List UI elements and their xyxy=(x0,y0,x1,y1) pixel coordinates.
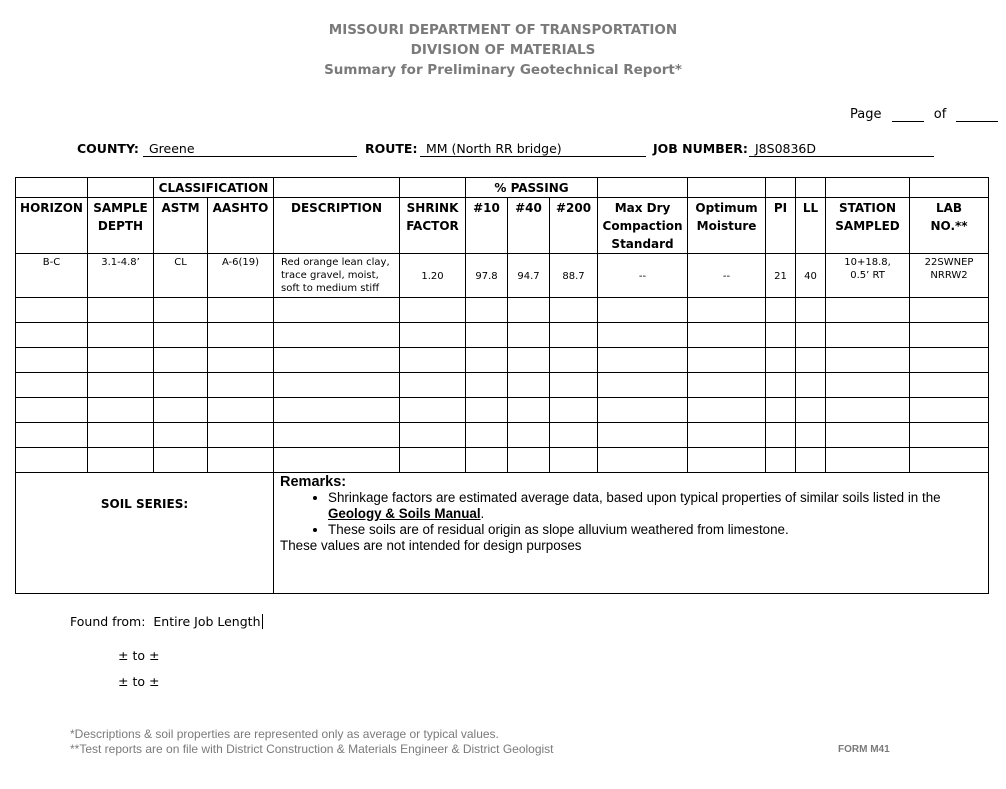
table-row xyxy=(16,373,989,398)
remarks-item: • These soils are of residual origin as slope alluvium weathered from limestone. xyxy=(328,522,982,538)
table-row xyxy=(16,323,989,348)
footnote-descriptions: *Descriptions & soil properties are represented only as average or typical values. xyxy=(70,727,499,741)
table-row xyxy=(16,298,989,323)
empty-cell[interactable] xyxy=(598,298,688,323)
empty-cell[interactable] xyxy=(826,323,910,348)
job-number-label: JOB NUMBER: xyxy=(653,141,748,156)
empty-cell[interactable] xyxy=(550,448,598,473)
ll-header: LL xyxy=(796,198,826,254)
summary-table xyxy=(15,177,989,594)
remarks-list xyxy=(280,490,982,538)
station-sampled-cell[interactable]: 10+18.8, 0.5’ RT xyxy=(826,254,910,298)
header-title: MISSOURI DEPARTMENT OF TRANSPORTATION xyxy=(328,22,678,38)
group-header-row xyxy=(16,178,989,198)
empty-cell[interactable] xyxy=(766,423,796,448)
empty-cell[interactable] xyxy=(796,448,826,473)
soil-series-row xyxy=(16,473,989,594)
empty-cell[interactable] xyxy=(274,398,400,423)
optimum-moisture-cell[interactable]: -- xyxy=(688,254,766,298)
empty-cell[interactable] xyxy=(766,348,796,373)
horizon-cell[interactable]: B-C xyxy=(16,254,88,298)
empty-cell[interactable] xyxy=(688,398,766,423)
empty-cell[interactable] xyxy=(508,373,550,398)
lab-no-header: LAB NO.** xyxy=(910,198,989,254)
empty-cell[interactable] xyxy=(208,348,274,373)
empty-cell[interactable] xyxy=(688,348,766,373)
empty-cell[interactable] xyxy=(16,448,88,473)
empty-cell[interactable] xyxy=(400,398,466,423)
form-number: FORM M41 xyxy=(838,744,890,755)
empty-cell[interactable] xyxy=(766,448,796,473)
astm-header: ASTM xyxy=(154,198,208,254)
empty-cell[interactable] xyxy=(688,323,766,348)
empty-cell[interactable] xyxy=(466,323,508,348)
empty-cell[interactable] xyxy=(910,348,989,373)
empty-cell[interactable] xyxy=(400,348,466,373)
empty-cell[interactable] xyxy=(16,398,88,423)
horizon-header: HORIZON xyxy=(16,198,88,254)
empty-cell[interactable] xyxy=(766,373,796,398)
empty-cell[interactable] xyxy=(466,423,508,448)
empty-cell[interactable] xyxy=(796,298,826,323)
page-number-field[interactable] xyxy=(892,107,924,122)
empty-cell[interactable] xyxy=(910,373,989,398)
empty-cell[interactable] xyxy=(274,298,400,323)
header-division: DIVISION OF MATERIALS xyxy=(410,42,596,58)
empty-cell[interactable] xyxy=(400,298,466,323)
description-cell[interactable]: Red orange lean clay, trace gravel, moist, soft to medium stiff xyxy=(274,254,400,298)
empty-cell[interactable] xyxy=(826,298,910,323)
empty-cell[interactable] xyxy=(16,423,88,448)
empty-cell[interactable] xyxy=(508,448,550,473)
empty-cell[interactable] xyxy=(508,348,550,373)
empty-cell[interactable] xyxy=(274,323,400,348)
passing-header: % PASSING xyxy=(466,178,598,198)
found-from-label: Found from: xyxy=(70,614,146,629)
route-field[interactable]: MM (North RR bridge) xyxy=(420,141,646,157)
empty-cell[interactable] xyxy=(796,423,826,448)
empty-cell[interactable] xyxy=(796,323,826,348)
empty-cell[interactable] xyxy=(550,298,598,323)
empty-cell[interactable] xyxy=(766,323,796,348)
station-sampled-header: STATION SAMPLED xyxy=(826,198,910,254)
empty-cell[interactable] xyxy=(688,373,766,398)
empty-cell[interactable] xyxy=(154,448,208,473)
county-label: COUNTY: xyxy=(77,141,139,156)
empty-cell[interactable] xyxy=(154,373,208,398)
sample-depth-cell[interactable]: 3.1-4.8’ xyxy=(88,254,154,298)
range-line-2[interactable]: ± to ± xyxy=(118,674,160,689)
empty-cell[interactable] xyxy=(550,398,598,423)
table-row xyxy=(16,254,989,298)
passing-200-cell[interactable]: 88.7 xyxy=(550,254,598,298)
table-row xyxy=(16,348,989,373)
empty-cell[interactable] xyxy=(88,423,154,448)
empty-cell[interactable] xyxy=(466,448,508,473)
empty-cell[interactable] xyxy=(466,298,508,323)
shrink-factor-header: SHRINK FACTOR xyxy=(400,198,466,254)
empty-cell[interactable] xyxy=(154,398,208,423)
route-label: ROUTE: xyxy=(365,141,418,156)
column-header-row xyxy=(16,198,989,254)
empty-cell[interactable] xyxy=(598,398,688,423)
empty-cell[interactable] xyxy=(16,323,88,348)
aashto-header: AASHTO xyxy=(208,198,274,254)
sample-depth-header: SAMPLE DEPTH xyxy=(88,198,154,254)
page-total-field[interactable] xyxy=(956,107,998,122)
passing-200-header: #200 xyxy=(550,198,598,254)
empty-cell[interactable] xyxy=(16,348,88,373)
empty-cell[interactable] xyxy=(88,348,154,373)
classification-header: CLASSIFICATION xyxy=(154,178,274,198)
empty-cell[interactable] xyxy=(208,323,274,348)
empty-cell[interactable] xyxy=(274,448,400,473)
empty-cell[interactable] xyxy=(910,298,989,323)
found-from xyxy=(70,614,263,629)
empty-cell[interactable] xyxy=(508,423,550,448)
empty-cell[interactable] xyxy=(508,398,550,423)
soil-series-label: SOIL SERIES: xyxy=(16,473,274,594)
empty-cell[interactable] xyxy=(208,423,274,448)
empty-cell[interactable] xyxy=(550,423,598,448)
empty-cell[interactable] xyxy=(508,323,550,348)
text-cursor xyxy=(262,614,263,629)
empty-cell[interactable] xyxy=(208,448,274,473)
page-label: Page xyxy=(850,107,882,122)
empty-cell[interactable] xyxy=(550,348,598,373)
header-subtitle: Summary for Preliminary Geotechnical Report* xyxy=(324,62,682,78)
empty-cell[interactable] xyxy=(400,448,466,473)
pi-header: PI xyxy=(766,198,796,254)
empty-cell[interactable] xyxy=(400,323,466,348)
empty-cell[interactable] xyxy=(598,373,688,398)
empty-cell[interactable] xyxy=(688,423,766,448)
empty-cell[interactable] xyxy=(598,323,688,348)
empty-cell[interactable] xyxy=(400,423,466,448)
table-row xyxy=(16,398,989,423)
empty-cell[interactable] xyxy=(550,323,598,348)
empty-cell[interactable] xyxy=(910,448,989,473)
empty-cell[interactable] xyxy=(154,298,208,323)
astm-cell[interactable]: CL xyxy=(154,254,208,298)
empty-cell[interactable] xyxy=(16,298,88,323)
passing-10-header: #10 xyxy=(466,198,508,254)
county-field[interactable]: Greene xyxy=(143,141,357,157)
empty-cell[interactable] xyxy=(88,398,154,423)
empty-cell[interactable] xyxy=(400,373,466,398)
empty-cell[interactable] xyxy=(88,448,154,473)
aashto-cell[interactable]: A-6(19) xyxy=(208,254,274,298)
empty-cell[interactable] xyxy=(910,398,989,423)
passing-10-cell[interactable]: 97.8 xyxy=(466,254,508,298)
remarks-box[interactable] xyxy=(274,473,989,594)
empty-cell[interactable] xyxy=(688,298,766,323)
empty-cell[interactable] xyxy=(796,348,826,373)
empty-cell[interactable] xyxy=(16,373,88,398)
empty-cell[interactable] xyxy=(466,373,508,398)
empty-cell[interactable] xyxy=(910,423,989,448)
empty-cell[interactable] xyxy=(826,398,910,423)
empty-cell[interactable] xyxy=(208,373,274,398)
passing-40-header: #40 xyxy=(508,198,550,254)
max-dry-header: Max Dry Compaction Standard xyxy=(598,198,688,254)
remarks-title: Remarks: xyxy=(280,474,347,490)
empty-cell[interactable] xyxy=(88,323,154,348)
empty-cell[interactable] xyxy=(598,448,688,473)
empty-cell[interactable] xyxy=(274,423,400,448)
passing-40-cell[interactable]: 94.7 xyxy=(508,254,550,298)
empty-cell[interactable] xyxy=(154,323,208,348)
empty-cell[interactable] xyxy=(598,423,688,448)
footnote-test-reports: **Test reports are on file with District Construction & Materials Engineer & District Geologist xyxy=(70,742,554,756)
table-row xyxy=(16,448,989,473)
empty-cell[interactable] xyxy=(766,398,796,423)
empty-rows xyxy=(16,298,989,473)
empty-cell[interactable] xyxy=(910,323,989,348)
range-line-1[interactable]: ± to ± xyxy=(118,648,160,663)
shrink-factor-cell[interactable]: 1.20 xyxy=(400,254,466,298)
empty-cell[interactable] xyxy=(274,373,400,398)
empty-cell[interactable] xyxy=(88,373,154,398)
empty-cell[interactable] xyxy=(826,448,910,473)
empty-cell[interactable] xyxy=(688,448,766,473)
geology-soils-manual-link[interactable]: Geology & Soils Manual xyxy=(328,506,481,521)
job-number-field[interactable]: J8S0836D xyxy=(749,141,934,157)
empty-cell[interactable] xyxy=(466,398,508,423)
max-dry-cell[interactable]: -- xyxy=(598,254,688,298)
empty-cell[interactable] xyxy=(508,298,550,323)
empty-cell[interactable] xyxy=(826,373,910,398)
empty-cell[interactable] xyxy=(598,348,688,373)
empty-cell[interactable] xyxy=(88,298,154,323)
empty-cell[interactable] xyxy=(466,348,508,373)
pi-cell[interactable]: 21 xyxy=(766,254,796,298)
empty-cell[interactable] xyxy=(796,373,826,398)
lab-no-cell[interactable]: 22SWNEP NRRW2 xyxy=(910,254,989,298)
empty-cell[interactable] xyxy=(274,348,400,373)
empty-cell[interactable] xyxy=(208,398,274,423)
empty-cell[interactable] xyxy=(154,423,208,448)
remarks-item-text: Shrinkage factors are estimated average data, based upon typical properties of similar soils listed in the xyxy=(328,490,941,505)
empty-cell[interactable] xyxy=(826,423,910,448)
optimum-moisture-header: Optimum Moisture xyxy=(688,198,766,254)
found-from-value[interactable]: Entire Job Length xyxy=(153,614,261,629)
description-header: DESCRIPTION xyxy=(274,198,400,254)
remarks-note: These values are not intended for design purposes xyxy=(280,538,582,553)
empty-cell[interactable] xyxy=(826,348,910,373)
page-of-label: of xyxy=(933,107,947,122)
table-row xyxy=(16,423,989,448)
empty-cell[interactable] xyxy=(208,298,274,323)
page-number-line xyxy=(850,107,998,122)
empty-cell[interactable] xyxy=(154,348,208,373)
empty-cell[interactable] xyxy=(796,398,826,423)
empty-cell[interactable] xyxy=(766,298,796,323)
ll-cell[interactable]: 40 xyxy=(796,254,826,298)
remarks-item: • Shrinkage factors are estimated average data, based upon typical properties of similar soils listed in the Geology & Soils Manual. xyxy=(328,490,982,522)
empty-cell[interactable] xyxy=(550,373,598,398)
